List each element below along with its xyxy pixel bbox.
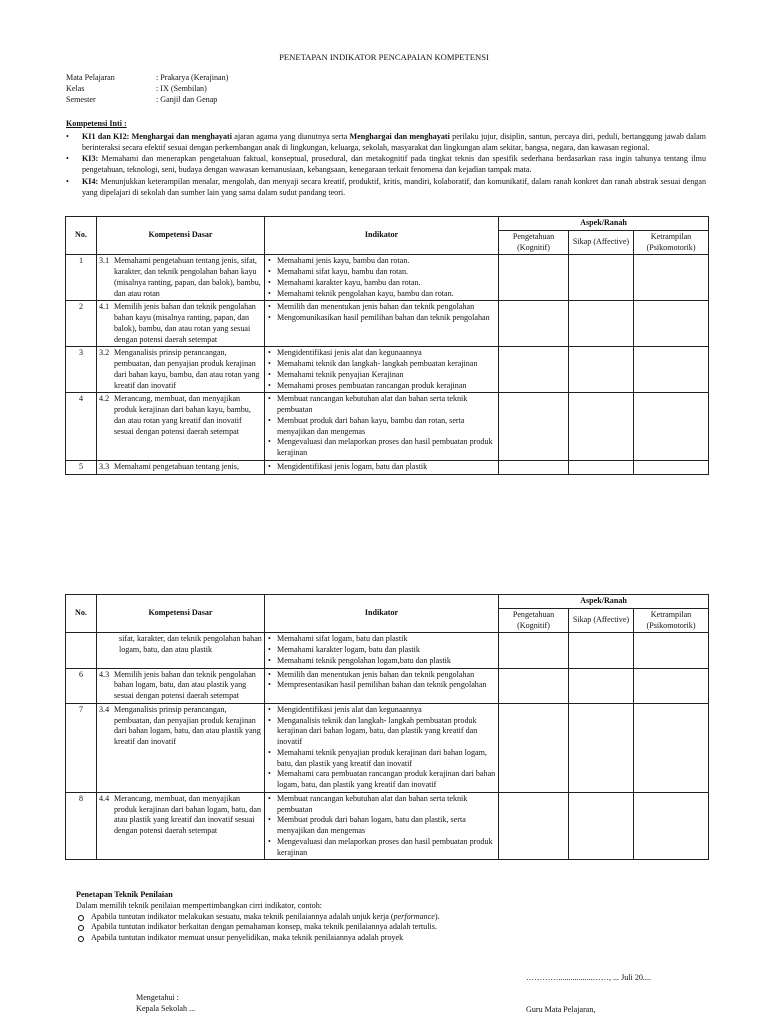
kd-text: Menganalisis prinsip perancangan, pembuatan, dan penyajian produk kerajinan dari bahan kayu, bambu, dan atau rotan yang kreatif dan inovatif <box>114 348 260 390</box>
indikator-item: • Membuat rancangan kebutuhan alat dan bahan serta teknik pembuatan <box>267 394 496 416</box>
teknik-item-unjuk-kerja <box>76 912 706 923</box>
ki-emphasis: Menghargai dan menghayati <box>349 131 450 141</box>
sikap-cell <box>569 460 634 474</box>
kompetensi-dasar-cell <box>97 633 265 668</box>
col-header-indikator: Indikator <box>265 217 499 255</box>
meta-row-semester <box>66 94 228 105</box>
indikator-item: • Mengidentifikasi jenis logam, batu dan plastik <box>267 462 496 473</box>
row-number: 3 <box>66 347 97 393</box>
ki-text: perilaku jujur, disiplin, santun, percaya diri, peduli, bertanggung jawab dalam berinteraksi secara efektif sesuai dengan perkembangan anak di lingkungan, keluarga, sekolah, masyarakat dan lingkungan alam sekitar, bangsa, negara, dan kawasan regional. <box>82 131 706 152</box>
teknik-penilaian-section <box>76 890 706 944</box>
meta-value: : Prakarya (Kerajinan) <box>156 73 229 82</box>
teknik-list <box>76 912 706 944</box>
kd-number: 4.1 <box>99 302 110 312</box>
subject-info <box>66 72 228 105</box>
keterampilan-cell <box>634 347 709 393</box>
kd-text: Memilih jenis bahan dan teknik pengolahan bahan kayu (misalnya ranting, papan, dan balok), bambu, dan atau rotan yang sesuai dengan potensi daerah setempat <box>114 302 256 344</box>
meta-label: Kelas <box>66 84 85 93</box>
teknik-text: Apabila tuntutan indikator melakukan sesuatu, maka teknik penilaiannya adalah unjuk kerja ( <box>91 911 394 921</box>
keterampilan-cell <box>634 633 709 668</box>
ki-text: Memahami dan menerapkan pengetahuan faktual, konseptual, prosedural, dan metakognitif pada tingkat teknis dan spesifik sederhana berdasarkan rasa ingin tahunya tentang ilmu pengetahuan, teknologi, seni, budaya dengan wawasan kemanusiaan, kebangsaan, kenegaraan terkait fenomena dan kejadian tampak mata. <box>82 154 706 175</box>
col-header-kompetensi-dasar: Kompetensi Dasar <box>97 217 265 255</box>
indikator-list <box>267 634 496 666</box>
sikap-cell <box>569 792 634 860</box>
ki-item-1-2 <box>66 131 706 153</box>
kd-text: Merancang, membuat, dan menyajikan produk kerajinan dari bahan logam, batu, dan atau plastik yang kreatif dan inovatif sesuai dengan potensi daerah setempat <box>114 793 261 835</box>
kd-number: 4.2 <box>99 394 110 404</box>
indikator-item: • Memahami teknik pengolahan kayu, bambu dan rotan. <box>267 289 496 300</box>
table-row <box>66 301 709 347</box>
indicator-table-1 <box>65 216 709 475</box>
indikator-list <box>267 394 496 459</box>
indikator-cell <box>265 255 499 301</box>
kd-text: Memahami pengetahuan tentang jenis, <box>114 461 239 471</box>
teknik-italic: performance <box>393 911 435 921</box>
pengetahuan-cell <box>499 460 569 474</box>
col-header-sikap: Sikap (Affective) <box>569 608 634 633</box>
row-number: 4 <box>66 393 97 461</box>
kd-text: Memahami pengetahuan tentang jenis, sifat, karakter, dan teknik pengolahan bahan kayu (misalnya ranting, papan, dan balok), bambu, dan atau rotan <box>114 256 261 298</box>
kd-number: 3.1 <box>99 256 110 266</box>
teknik-title: Penetapan Teknik Penilaian <box>76 890 173 899</box>
meta-row-subject <box>66 72 228 83</box>
row-number <box>66 633 97 668</box>
col-header-pengetahuan: Pengetahuan (Kognitif) <box>499 230 569 255</box>
kd-text: Menganalisis prinsip perancangan, pembuatan, dan penyajian produk kerajinan dari bahan logam, batu, dan atau plastik yang kreatif dan inovatif <box>114 704 261 746</box>
col-header-no: No. <box>66 595 97 633</box>
pengetahuan-cell <box>499 703 569 792</box>
indikator-list <box>267 462 496 473</box>
pengetahuan-cell <box>499 393 569 461</box>
kompetensi-dasar-cell <box>97 255 265 301</box>
ki-item-4 <box>66 176 706 198</box>
row-number: 5 <box>66 460 97 474</box>
teknik-item-proyek: Apabila tuntutan indikator memuat unsur penyelidikan, maka teknik penilaiannya adalah proyek <box>76 933 706 944</box>
indikator-item: • Mengevaluasi dan melaporkan proses dan hasil pembuatan produk kerajinan <box>267 837 496 859</box>
sikap-cell <box>569 255 634 301</box>
indikator-item: • Mengidentifikasi jenis alat dan kegunaannya <box>267 705 496 716</box>
indikator-cell <box>265 347 499 393</box>
ki-heading: Kompetensi Inti : <box>66 119 127 128</box>
kd-text: Merancang, membuat, dan menyajikan produk kerajinan dari bahan kayu, bambu, dan atau rotan yang kreatif dan inovatif sesuai dengan potensi daerah setempat <box>114 394 251 436</box>
row-number: 1 <box>66 255 97 301</box>
ki-list <box>66 131 706 198</box>
table-row <box>66 668 709 703</box>
indikator-item: • Memahami teknik dan langkah- langkah pembuatan kerajinan <box>267 359 496 370</box>
kompetensi-dasar-cell <box>97 393 265 461</box>
kd-number: 3.4 <box>99 704 110 714</box>
table-row <box>66 633 709 668</box>
indikator-item: • Mempresentasikan hasil pemilihan bahan dan teknik pengolahan <box>267 680 496 691</box>
table-row <box>66 347 709 393</box>
indikator-item: • Memahami karakter logam, batu dan plastik <box>267 645 496 656</box>
indikator-cell <box>265 703 499 792</box>
meta-value: : IX (Sembilan) <box>156 84 207 93</box>
indikator-list <box>267 348 496 391</box>
keterampilan-cell <box>634 301 709 347</box>
sikap-cell <box>569 633 634 668</box>
indikator-item: • Memahami teknik pengolahan logam,batu dan plastik <box>267 656 496 667</box>
indikator-item: • Memahami proses pembuatan rancangan produk kerajinan <box>267 381 496 392</box>
approval-block <box>136 993 195 1015</box>
ki-lead: KI3: <box>82 154 99 164</box>
indicator-table-2 <box>65 594 709 860</box>
mengetahui-label: Mengetahui : <box>136 993 179 1002</box>
kd-text: Memilih jenis bahan dan teknik pengolahan bahan logam, batu, dan atau plastik yang sesuai dengan potensi daerah setempat <box>114 669 256 700</box>
indikator-list <box>267 794 496 859</box>
indikator-item: • Membuat rancangan kebutuhan alat dan bahan serta teknik pembuatan <box>267 794 496 816</box>
indikator-item: • Memilih dan menentukan jenis bahan dan teknik pengolahan <box>267 670 496 681</box>
indikator-cell <box>265 301 499 347</box>
kepala-sekolah-label: Kepala Sekolah ... <box>136 1003 196 1013</box>
keterampilan-cell <box>634 255 709 301</box>
col-header-aspek-ranah: Aspek/Ranah <box>499 217 709 231</box>
kompetensi-dasar-cell <box>97 347 265 393</box>
col-header-pengetahuan: Pengetahuan (Kognitif) <box>499 608 569 633</box>
sikap-cell <box>569 347 634 393</box>
indikator-item: • Memahami sifat logam, batu dan plastik <box>267 634 496 645</box>
indikator-item: • Memahami jenis kayu, bambu dan rotan. <box>267 256 496 267</box>
indikator-list <box>267 302 496 324</box>
pengetahuan-cell <box>499 633 569 668</box>
page-title: PENETAPAN INDIKATOR PENCAPAIAN KOMPETENSI <box>279 52 489 62</box>
row-number: 8 <box>66 792 97 860</box>
kd-text: sifat, karakter, dan teknik pengolahan bahan logam, batu, dan atau plastik <box>119 634 262 654</box>
keterampilan-cell <box>634 703 709 792</box>
indikator-list <box>267 256 496 299</box>
teknik-item-tertulis: Apabila tuntutan indikator berkaitan dengan pemahaman konsep, maka teknik penilaiannya adalah tertulis. <box>76 922 706 933</box>
sikap-cell <box>569 668 634 703</box>
teknik-intro: Dalam memilih teknik penilaian mempertimbangkan cirri indikator, contoh: <box>76 900 323 910</box>
kd-number: 3.3 <box>99 461 110 471</box>
pengetahuan-cell <box>499 668 569 703</box>
meta-label: Mata Pelajaran <box>66 73 115 82</box>
sikap-cell <box>569 393 634 461</box>
table-row <box>66 393 709 461</box>
indikator-item: • Memahami karakter kayu, bambu dan rotan. <box>267 278 496 289</box>
col-header-keterampilan: Ketrampilan (Psikomotorik) <box>634 608 709 633</box>
indikator-item: • Mengidentifikasi jenis alat dan kegunaannya <box>267 348 496 359</box>
table-row <box>66 792 709 860</box>
meta-value: : Ganjil dan Genap <box>156 95 218 104</box>
kd-number: 4.3 <box>99 669 110 679</box>
kompetensi-dasar-cell <box>97 792 265 860</box>
indikator-item: • Mengomunikasikan hasil pemilihan bahan dan teknik pengolahan <box>267 313 496 324</box>
sikap-cell <box>569 301 634 347</box>
row-number: 7 <box>66 703 97 792</box>
col-header-indikator: Indikator <box>265 595 499 633</box>
indikator-cell <box>265 792 499 860</box>
indikator-item: • Memilih dan menentukan jenis bahan dan teknik pengolahan <box>267 302 496 313</box>
ki-text: ajaran agama yang dianutnya serta <box>231 131 350 141</box>
guru-label: Guru Mata Pelajaran, <box>526 1005 596 1014</box>
meta-label: Semester <box>66 95 96 104</box>
indikator-list <box>267 670 496 692</box>
kd-number: 3.2 <box>99 348 110 358</box>
kompetensi-dasar-cell <box>97 703 265 792</box>
pengetahuan-cell <box>499 255 569 301</box>
pengetahuan-cell <box>499 792 569 860</box>
sikap-cell <box>569 703 634 792</box>
row-number: 2 <box>66 301 97 347</box>
keterampilan-cell <box>634 668 709 703</box>
keterampilan-cell <box>634 393 709 461</box>
kompetensi-dasar-cell <box>97 668 265 703</box>
indikator-cell <box>265 393 499 461</box>
indikator-cell <box>265 460 499 474</box>
kompetensi-inti-section <box>66 119 706 198</box>
ki-emphasis: Menghargai dan menghayati <box>131 131 232 141</box>
pengetahuan-cell <box>499 301 569 347</box>
indikator-item: • Membuat produk dari bahan kayu, bambu dan rotan, serta menyajikan dan mengemas <box>267 416 496 438</box>
indikator-cell <box>265 633 499 668</box>
table-row <box>66 703 709 792</box>
col-header-no: No. <box>66 217 97 255</box>
indikator-item: • Membuat produk dari bahan logam, batu dan plastik, serta menyajikan dan mengemas <box>267 815 496 837</box>
indikator-list <box>267 705 496 791</box>
indikator-cell <box>265 668 499 703</box>
meta-row-class <box>66 83 228 94</box>
table-row <box>66 255 709 301</box>
teknik-text: ). <box>434 911 440 921</box>
kd-number: 4.4 <box>99 793 110 803</box>
pengetahuan-cell <box>499 347 569 393</box>
col-header-sikap: Sikap (Affective) <box>569 230 634 255</box>
indikator-item: • Menganalisis teknik dan langkah- langkah pembuatan produk kerajinan dari bahan logam, batu, dan plastik yang kreatif dan inovatif <box>267 716 496 748</box>
col-header-kompetensi-dasar: Kompetensi Dasar <box>97 595 265 633</box>
keterampilan-cell <box>634 792 709 860</box>
indikator-item: • Memahami sifat kayu, bambu dan rotan. <box>267 267 496 278</box>
indikator-item: • Memahami teknik penyajian Kerajinan <box>267 370 496 381</box>
col-header-keterampilan: Ketrampilan (Psikomotorik) <box>634 230 709 255</box>
col-header-aspek-ranah: Aspek/Ranah <box>499 595 709 609</box>
kompetensi-dasar-cell <box>97 301 265 347</box>
indikator-item: • Memahami cara pembuatan rancangan produk kerajinan dari bahan logam, batu, dan plastik yang kreatif dan inovatif <box>267 769 496 791</box>
ki-lead: KI1 dan KI2: <box>82 131 130 141</box>
ki-lead: KI4: <box>82 176 99 186</box>
indikator-item: • Memahami teknik penyajian produk kerajinan dari bahan logam, batu, dan plastik yang kreatif dan inovatif <box>267 748 496 770</box>
row-number: 6 <box>66 668 97 703</box>
table-row <box>66 460 709 474</box>
kompetensi-dasar-cell <box>97 460 265 474</box>
ki-item-3 <box>66 153 706 175</box>
keterampilan-cell <box>634 460 709 474</box>
ki-text: Menunjukkan keterampilan menalar, mengolah, dan menyaji secara kreatif, produktif, kritis, mandiri, kolaboratif, dan komunikatif, dalam ranah konkret dan ranah abstrak sesuai dengan yang dipelajari di sekolah dan sumber lain yang sama dalam sudut pandang teori. <box>82 176 706 197</box>
indikator-item: • Mengevaluasi dan melaporkan proses dan hasil pembuatan produk kerajinan <box>267 437 496 459</box>
signature-date: ………….................……, ... Juli 20.... <box>526 973 652 982</box>
